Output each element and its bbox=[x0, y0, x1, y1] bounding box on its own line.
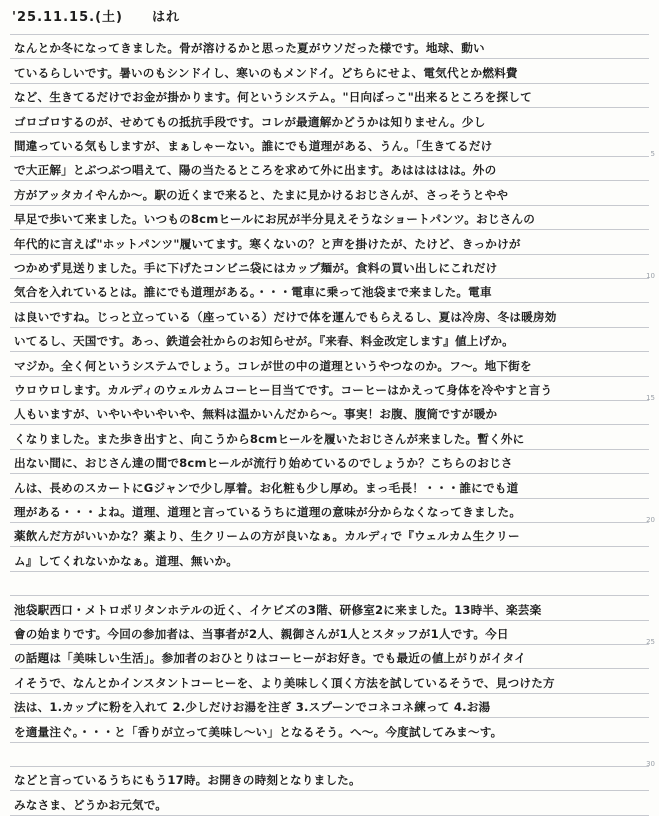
ruled-line bbox=[10, 351, 649, 352]
weather-label: はれ bbox=[152, 10, 181, 25]
ruled-line bbox=[10, 717, 649, 718]
ruled-line bbox=[10, 132, 649, 133]
ruled-line bbox=[10, 376, 649, 377]
ruled-line bbox=[10, 205, 649, 206]
diary-line: の話題は「美味しい生活」。参加者のおひとりはコーヒーがお好き。でも最近の値上がりがイタイ bbox=[14, 651, 526, 666]
ruled-line bbox=[10, 254, 649, 255]
diary-line: んは、長めのスカートにGジャンで少し厚着。お化粧も少し厚め。まっ毛長！・・・誰にでも道 bbox=[14, 480, 519, 495]
ruled-line bbox=[10, 302, 649, 303]
diary-date: '25.11.15.(土) bbox=[12, 10, 123, 25]
ruled-line bbox=[10, 400, 649, 401]
diary-line: など、生きてるだけでお金が掛かります。何というシステム。"日向ぼっこ"出来るところを探して bbox=[14, 90, 532, 105]
line-number: 5 bbox=[650, 150, 655, 158]
diary-line: ているらしいです。暑いのもシンドイし、寒いのもメンドイ。どちらにせよ、電気代とか燃料費 bbox=[14, 65, 518, 80]
diary-line: 會の始まりです。今回の参加者は、当事者が2人、親御さんが1人とスタッフが1人です。今日 bbox=[14, 627, 509, 641]
diary-line: イそうで、なんとかインスタントコーヒーを、より美味しく頂く方法を試しているそうで、見つけた方 bbox=[14, 675, 555, 690]
ruled-line bbox=[10, 327, 649, 328]
diary-line: 薬飲んだ方がいいかな？薬より、生クリームの方が良いなぁ。カルディで『ウェルカム生クリー bbox=[14, 529, 520, 544]
line-number: 15 bbox=[646, 394, 655, 402]
diary-line: みなさま、どうかお元気で。 bbox=[14, 797, 168, 812]
ruled-line bbox=[10, 449, 649, 450]
ruled-line bbox=[10, 229, 649, 230]
ruled-line bbox=[10, 644, 649, 645]
diary-line: ウロウロします。カルディのウェルカムコーヒー目当てです。コーヒーはかえって身体を冷やすと言う bbox=[14, 383, 553, 397]
ruled-line bbox=[10, 278, 649, 279]
ruled-line bbox=[10, 156, 649, 157]
diary-line: 年代的に言えば"ホットパンツ"履いてます。寒くないの？と声を掛けたが、たけど、きっかけが bbox=[14, 236, 521, 251]
ruled-line bbox=[10, 180, 649, 181]
diary-line: つかめず見送りました。手に下げたコンビニ袋にはカップ麺が。食料の買い出しにこれだけ bbox=[14, 261, 498, 275]
diary-line: なんとか冬になってきました。骨が溶けるかと思った夏がウソだった様です。地球、動い bbox=[14, 41, 485, 56]
ruled-line bbox=[10, 766, 649, 767]
ruled-line bbox=[10, 58, 649, 59]
ruled-line bbox=[10, 595, 649, 596]
diary-line: で大正解」とぶつぶつ唱えて、陽の当たるところを求めて外に出ます。あははははは。外の bbox=[14, 163, 497, 178]
diary-line: 池袋駅西口・メトロポリタンホテルの近く、イケビズの3階、研修室2に来ました。13時半、楽芸楽 bbox=[14, 602, 542, 617]
ruled-line bbox=[10, 107, 649, 108]
diary-line: ゴロゴロするのが、せめてもの抵抗手段です。コレが最適解かどうかは知りません。少し bbox=[14, 114, 486, 129]
ruled-line bbox=[10, 424, 649, 425]
ruled-line bbox=[10, 473, 649, 474]
diary-date-line bbox=[12, 6, 180, 25]
diary-line: 出ない間に、おじさん達の間で8cmヒールが流行り始めているのでしょうか？こちらのおじさ bbox=[14, 456, 513, 471]
ruled-line bbox=[10, 546, 649, 547]
line-number: 25 bbox=[646, 638, 655, 646]
line-number: 10 bbox=[646, 272, 655, 280]
ruled-line bbox=[10, 668, 649, 669]
diary-line: を適量注ぐ。・・・と「香りが立って美味し〜い」となるそう。へ〜。今度試してみま〜す。 bbox=[14, 724, 503, 739]
diary-line: 気合を入れているとは。誰にでも道理がある。・・・電車に乗って池袋まで来ました。電車 bbox=[14, 285, 492, 300]
ruled-line bbox=[10, 693, 649, 694]
ruled-line bbox=[10, 83, 649, 84]
diary-line: ム』してくれないかなぁ。道理、無いか。 bbox=[14, 553, 239, 568]
diary-line: くなりました。また歩き出すと、向こうから8cmヒールを履いたおじさんが来ました。暫く外に bbox=[14, 431, 525, 446]
diary-line: などと言っているうちにもう17時。お開きの時刻となりました。 bbox=[14, 773, 361, 788]
line-number: 30 bbox=[646, 760, 655, 768]
diary-line: 人もいますが、いやいやいやいや、無料は温かいんだから〜。事実！お腹、腹筒ですが暖か bbox=[14, 407, 498, 422]
line-number: 20 bbox=[646, 516, 655, 524]
ruled-line bbox=[10, 620, 649, 621]
diary-line: 理がある・・・よね。道理、道理と言っているうちに道理の意味が分からなくなってきました。 bbox=[14, 505, 522, 519]
ruled-line bbox=[10, 742, 649, 743]
ruled-line bbox=[10, 498, 649, 499]
ruled-line bbox=[10, 34, 649, 35]
ruled-line bbox=[10, 571, 649, 572]
diary-line: いてるし、天国です。あっ、鉄道会社からのお知らせが。『来春、料金改定します』値上げか。 bbox=[14, 334, 514, 349]
diary-line: マジか。全く何というシステムでしょう。コレが世の中の道理というやつなのか。フ〜。地下街を bbox=[14, 358, 532, 373]
diary-line: は良いですね。じっと立っている（座っている）だけで体を運んでもらえるし、夏は冷房、冬は暖房効 bbox=[14, 309, 557, 324]
diary-line: 間違っている気もしますが、まぁしゃーない。誰にでも道理がある、うん。「生きてるだけ bbox=[14, 139, 493, 153]
ruled-line bbox=[10, 522, 649, 523]
ruled-line bbox=[10, 790, 649, 791]
diary-line: 法は、1.カップに粉を入れて 2.少しだけお湯を注ぎ 3.スプーンでコネコネ練って 4.お湯 bbox=[14, 700, 491, 715]
diary-line: 早足で歩いて来ました。いつもの8cmヒールにお尻が半分見えそうなショートパンツ。おじさんの bbox=[14, 212, 535, 227]
diary-line: 方がアッタカイやんか〜。駅の近くまで来ると、たまに見かけるおじさんが、さっそうとやや bbox=[14, 187, 509, 202]
